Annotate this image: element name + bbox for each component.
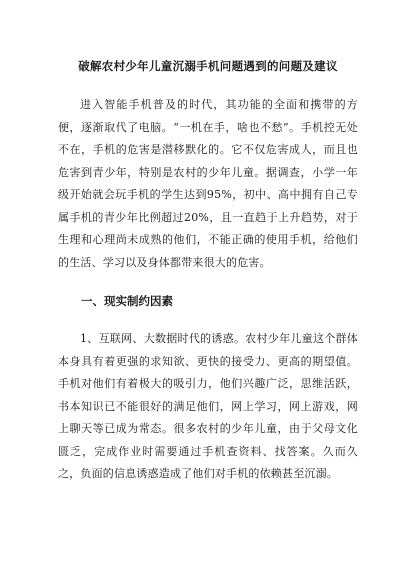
intro-paragraph: 进入智能手机普及的时代，其功能的全面和携带的方便，逐渐取代了电脑。“一机在手，啥也不愁”。手机控无处不在，手机的危害是潜移默化的。它不仅危害成人，而且也危害到青少年，特别是农村的少年儿童。据调查，小学一年级开始就会玩手机的学生达到95%，初中、高中拥有自己专属手机的青少年比例超过20%，且一直趋于上升趋势，对于生理和心理尚未成熟的他们，不能正确的使用手机，给他们的生活、学习以及身体都带来很大的危害。 (58, 98, 358, 269)
document-title: 破解农村少年儿童沉溺手机问题遇到的问题及建议 (78, 59, 338, 73)
section-paragraph: 1、互联网、大数据时代的诱惑。农村少年儿童这个群体本身具有着更强的求知欲、更快的接受力、更高的期望值。手机对他们有着极大的吸引力，他们兴趣广泛，思维活跃，书本知识已不能很好的满足他们，网上学习，网上游戏，网上聊天等已成为常态。很多农村的少年儿童，由于父母文化匮乏，完成作业时需要通过手机查资料、找答案。久而久之，负面的信息诱惑造成了他们对手机的依赖甚至沉溺。 (58, 332, 358, 480)
section-heading: 一、现实制约因素 (81, 294, 173, 308)
